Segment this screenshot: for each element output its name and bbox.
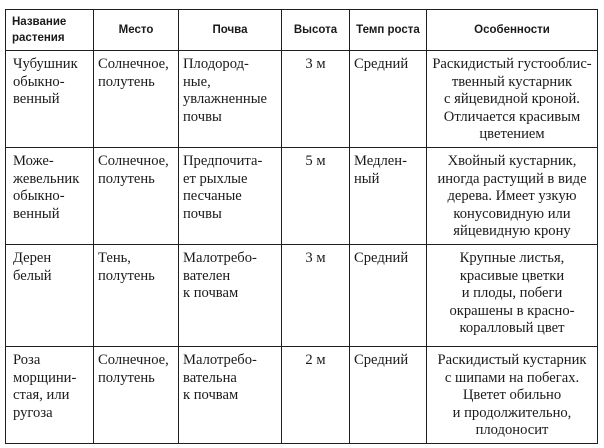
plant-notes: Хвойный кустарник, иногда растущий в виде дерева. Имеет узкую конусовидную или яйцевидную крону [437, 152, 587, 240]
header-height [282, 10, 350, 51]
header-growth [350, 10, 427, 51]
cell-notes [427, 346, 598, 443]
header-place [94, 10, 179, 51]
cell-notes [427, 51, 598, 148]
plant-name: Роза морщини- стая, или ругоза [13, 351, 77, 421]
plant-height: 5 м [305, 152, 326, 169]
cell-name [6, 51, 94, 148]
plant-notes: Раскидистый кустарник с шипами на побегах. Цветет обильно и продолжительно, плодоносит [437, 351, 587, 439]
table-header [6, 10, 598, 51]
plant-soil: Предпочита- ет рыхлые песчаные почвы [183, 152, 263, 222]
header-notes [427, 10, 598, 51]
table-row [6, 244, 598, 346]
header-growth-label: Темп роста [356, 24, 420, 36]
plant-height: 3 м [305, 249, 326, 266]
cell-place [94, 346, 179, 443]
plant-soil: Плодород- ные, увлажненные почвы [183, 56, 268, 125]
cell-height [282, 147, 350, 244]
cell-notes [427, 147, 598, 244]
plant-name: Може- жевельник обыкно- венный [13, 152, 80, 222]
cell-name [6, 244, 94, 346]
cell-soil [179, 346, 282, 443]
table-row [6, 51, 598, 148]
cell-place [94, 147, 179, 244]
header-name [6, 10, 94, 51]
cell-notes [427, 244, 598, 346]
plant-growth: Средний [354, 56, 409, 72]
plant-growth: Средний [354, 351, 409, 368]
plant-notes: Крупные листья, красивые цветки и плоды, побеги окрашены в красно- коралловый цвет [449, 249, 575, 337]
cell-soil [179, 51, 282, 148]
header-name-label: Название растения [12, 16, 67, 44]
cell-name [6, 346, 94, 443]
plant-height: 3 м [305, 56, 326, 72]
header-place-label: Место [118, 24, 154, 36]
header-soil [179, 10, 282, 51]
plant-name: Дерен белый [13, 249, 52, 284]
header-row [6, 10, 598, 51]
cell-height [282, 51, 350, 148]
header-soil-label: Почва [212, 24, 248, 36]
table-body [6, 51, 598, 444]
plant-name: Чубушник обыкно- венный [13, 56, 78, 108]
cell-growth [350, 147, 427, 244]
cell-height [282, 346, 350, 443]
plant-place: Солнечное, полутень [98, 152, 169, 187]
plant-characteristics-table [5, 9, 598, 444]
cell-soil [179, 244, 282, 346]
header-height-label: Высота [293, 24, 338, 36]
plant-height: 2 м [305, 351, 326, 368]
plant-place: Тень, полутень [98, 249, 155, 284]
table-row [6, 147, 598, 244]
plant-growth: Средний [354, 249, 409, 266]
plant-growth: Медлен- ный [354, 152, 407, 187]
plant-soil: Малотребо- вателен к почвам [183, 249, 257, 302]
plant-notes: Раскидистый густооблис- твенный кустарник с яйцевидной кроной. Отличается красивым цветением [432, 56, 592, 143]
cell-growth [350, 346, 427, 443]
cell-height [282, 244, 350, 346]
cell-growth [350, 51, 427, 148]
cell-name [6, 147, 94, 244]
table-row [6, 346, 598, 443]
plant-place: Солнечное, полутень [98, 351, 169, 386]
cell-place [94, 51, 179, 148]
header-notes-label: Особенности [474, 24, 550, 36]
plant-soil: Малотребо- вательна к почвам [183, 351, 257, 404]
plant-place: Солнечное, полутень [98, 56, 169, 90]
cell-growth [350, 244, 427, 346]
cell-place [94, 244, 179, 346]
cell-soil [179, 147, 282, 244]
